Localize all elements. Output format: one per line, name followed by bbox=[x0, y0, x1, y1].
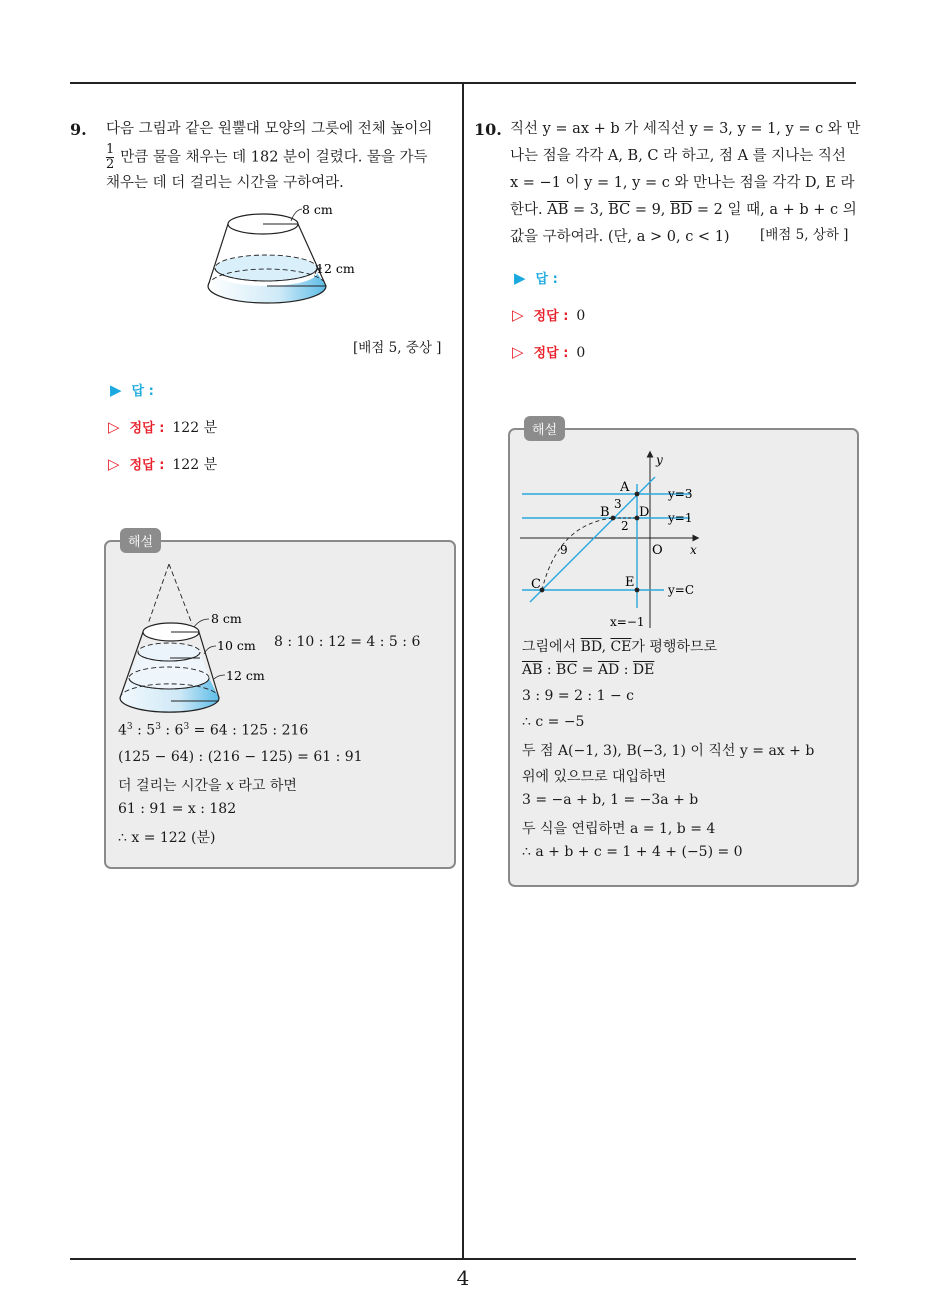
label-2: 2 bbox=[621, 519, 629, 533]
explanation-tab: 해설 bbox=[524, 416, 565, 441]
play-arrow-icon: ▶ bbox=[514, 269, 526, 287]
bottom-radius-label: 12 cm bbox=[316, 261, 355, 276]
coordinate-graph bbox=[518, 444, 728, 634]
label-origin: O bbox=[652, 543, 663, 558]
question-text-line: x = −1 이 y = 1, y = c 와 만나는 점을 각각 D, E 라 bbox=[510, 175, 855, 191]
explanation-box bbox=[104, 535, 456, 869]
explanation-line: 더 걸리는 시간을 x 라고 하면 bbox=[118, 778, 297, 794]
label-a: A bbox=[620, 480, 630, 495]
correct-answer-row: ▷ 정답 : 122 분 bbox=[108, 418, 218, 436]
frustum-figure bbox=[195, 198, 370, 316]
hollow-triangle-icon: ▷ bbox=[512, 306, 524, 324]
label-x-axis: x bbox=[690, 543, 697, 557]
score-tag: [배점 5, 중상 ] bbox=[353, 340, 442, 356]
answer-row: ▶ 답 : bbox=[110, 381, 154, 399]
label-y3: y=3 bbox=[668, 487, 693, 501]
radius-label-12: 12 cm bbox=[226, 668, 265, 683]
question-number: 10. bbox=[474, 120, 502, 139]
explanation-line: ∴ a + b + c = 1 + 4 + (−5) = 0 bbox=[522, 844, 743, 860]
explanation-tab: 해설 bbox=[120, 528, 161, 553]
radius-label-8: 8 cm bbox=[211, 611, 242, 626]
label-y1: y=1 bbox=[668, 511, 693, 525]
explanation-line: $\overline{AB}$ : $\overline{BC} = \overline{AD}$ : $\overline{DE}$ bbox=[522, 662, 655, 678]
ratio-text: 8 : 10 : 12 = 4 : 5 : 6 bbox=[274, 634, 421, 650]
question-text-line: 나는 점을 각각 A, B, C 라 하고, 점 A 를 지나는 직선 bbox=[510, 148, 846, 164]
explanation-line: 3 : 9 = 2 : 1 − c bbox=[522, 688, 634, 704]
hollow-triangle-icon: ▷ bbox=[108, 418, 120, 436]
explanation-line: ∴ c = −5 bbox=[522, 714, 585, 730]
correct-answer-row: ▷ 정답 : 0 bbox=[512, 306, 586, 324]
label-x-minus1: x=−1 bbox=[610, 615, 645, 629]
point-b bbox=[611, 516, 616, 521]
explanation-box bbox=[508, 423, 859, 887]
point-a bbox=[635, 492, 640, 497]
hollow-triangle-icon: ▷ bbox=[512, 343, 524, 361]
bottom-rule bbox=[70, 1258, 856, 1260]
fraction: $\frac{1}{2}$ bbox=[106, 142, 115, 172]
column-divider bbox=[462, 82, 464, 1259]
top-radius-label: 8 cm bbox=[302, 202, 333, 217]
hollow-triangle-icon: ▷ bbox=[108, 455, 120, 473]
correct-answer-row: ▷ 정답 : 122 분 bbox=[108, 455, 218, 473]
score-tag: [배점 5, 상하 ] bbox=[760, 227, 849, 243]
label-yc: y=C bbox=[668, 583, 695, 597]
question-text-line: $\frac{1}{2}$ 만큼 물을 채우는 데 182 분이 걸렸다. 물을 가득 bbox=[106, 142, 428, 172]
explanation-line: (125 − 64) : (216 − 125) = 61 : 91 bbox=[118, 749, 363, 765]
explanation-line: 두 점 A(−1, 3), B(−3, 1) 이 직선 y = ax + b bbox=[522, 743, 815, 759]
explanation-line: 그림에서 $\overline{BD}$, $\overline{CE}$가 평행하므로 bbox=[522, 639, 718, 655]
point-e bbox=[635, 588, 640, 593]
explanation-line: $4^3$ : $5^3$ : $6^3 = 64$ : 125 : 216 bbox=[118, 722, 309, 739]
cone-figure bbox=[114, 564, 274, 722]
question-number: 9. bbox=[70, 120, 87, 139]
play-arrow-icon: ▶ bbox=[110, 381, 122, 399]
radius-label-10: 10 cm bbox=[217, 638, 256, 653]
page-number: 4 bbox=[456, 1266, 470, 1290]
question-text-line: 다음 그림과 같은 원뿔대 모양의 그릇에 전체 높이의 bbox=[106, 121, 433, 137]
explanation-line: ∴ x = 122 (분) bbox=[118, 830, 216, 846]
label-3: 3 bbox=[614, 497, 622, 511]
question-text-line: 채우는 데 더 걸리는 시간을 구하여라. bbox=[106, 175, 344, 191]
answer-row: ▶ 답 : bbox=[514, 269, 558, 287]
label-e: E bbox=[625, 575, 635, 590]
question-text-line: 한다. $\overline{AB} = 3$, $\overline{BC} = 9$, $\overline{BD} = 2$ 일 때, a + b + c 의 bbox=[510, 202, 857, 218]
explanation-line: 61 : 91 = x : 182 bbox=[118, 801, 237, 817]
explanation-line: 3 = −a + b, 1 = −3a + b bbox=[522, 792, 699, 808]
question-text-line: 직선 y = ax + b 가 세직선 y = 3, y = 1, y = c 와 만 bbox=[510, 121, 861, 137]
label-c: C bbox=[531, 577, 541, 592]
label-y-axis: y bbox=[656, 453, 663, 467]
label-d: D bbox=[639, 505, 650, 520]
label-b: B bbox=[600, 505, 610, 520]
explanation-line: 위에 있으므로 대입하면 bbox=[522, 769, 667, 785]
correct-answer-row: ▷ 정답 : 0 bbox=[512, 343, 586, 361]
explanation-line: 두 식을 연립하면 a = 1, b = 4 bbox=[522, 821, 716, 837]
question-text-line: 값을 구하여라. (단, a > 0, c < 1) bbox=[510, 229, 730, 245]
label-9: 9 bbox=[560, 543, 568, 557]
